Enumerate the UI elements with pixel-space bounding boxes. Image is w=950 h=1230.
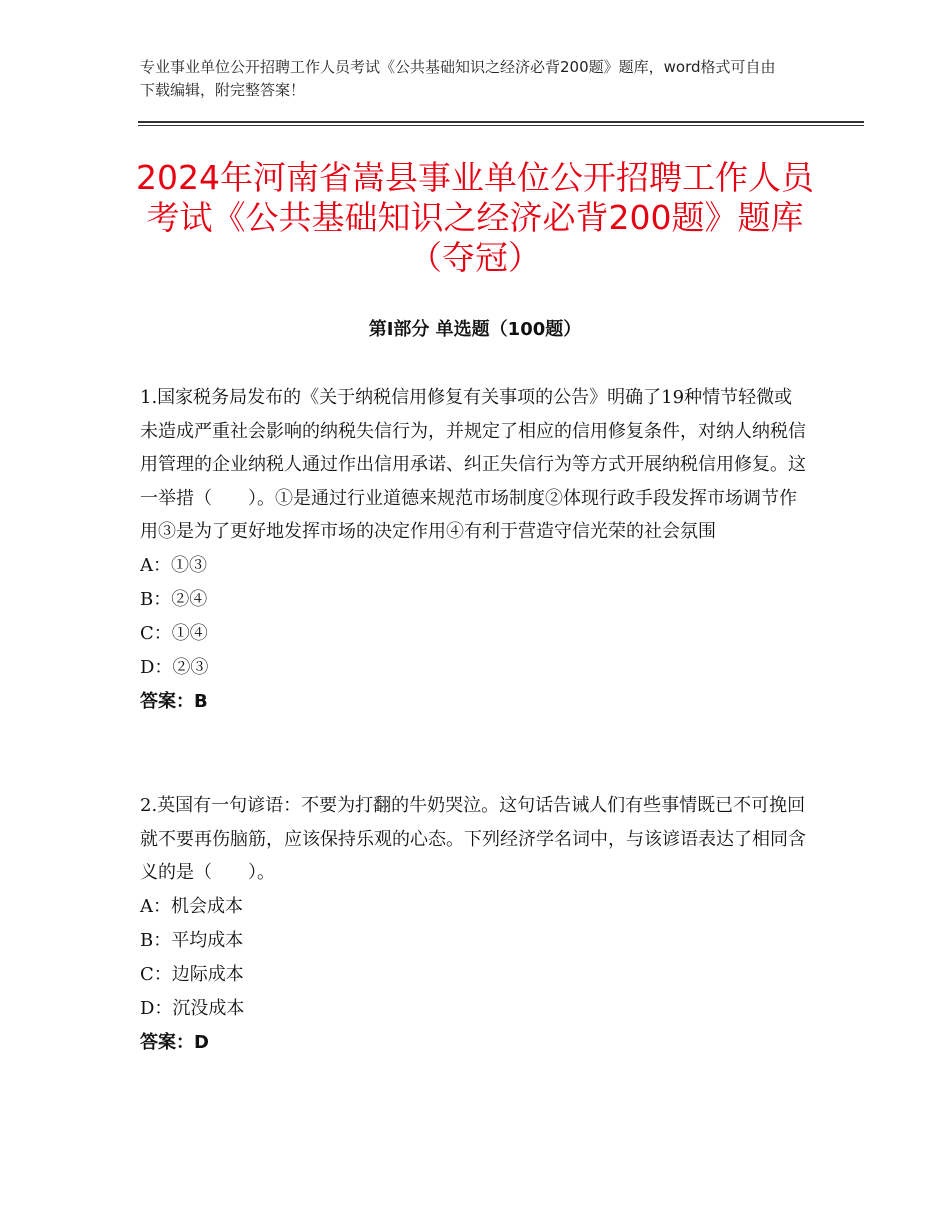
header-divider-thin — [138, 125, 864, 126]
option-c: C：边际成本 — [140, 963, 244, 985]
answer: 答案：B — [140, 690, 208, 712]
option-b: B：平均成本 — [140, 929, 244, 951]
section-title: 第Ⅰ部分 单选题（100题） — [368, 319, 582, 340]
question-stem: 2.英国有一句谚语：不要为打翻的牛奶哭泣。这句话告诫人们有些事情既已不可挽回就不要再伤脑筋，应该保持乐观的心态。下列经济学名词中，与该谚语表达了相同含义的是（ ）。 — [140, 795, 806, 883]
option-c: C：①④ — [140, 622, 208, 644]
option-a: A：机会成本 — [140, 895, 243, 917]
question-stem: 1.国家税务局发布的《关于纳税信用修复有关事项的公告》明确了19种情节轻微或未造成严重社会影响的纳税失信行为，并规定了相应的信用修复条件，对纳人纳税信用管理的企业纳税人通过作出信用承诺、纠正失信行为等方式开展纳税信用修复。这一举措（ ）。①是通过行业道德来规范市场制度②体现行政手段发挥市场调节作用③是为了更好地发挥市场的决定作用④有利于营造守信光荣的社会氛围 — [140, 387, 806, 542]
option-d: D：沉没成本 — [140, 997, 245, 1019]
option-b: B：②④ — [140, 588, 208, 610]
answer: 答案：D — [140, 1031, 209, 1053]
question-1 — [140, 381, 810, 719]
question-2 — [140, 789, 810, 1060]
header-divider-thick — [138, 121, 864, 123]
header-note: 专业事业单位公开招聘工作人员考试《公共基础知识之经济必背200题》题库，word格式可自由下载编辑，附完整答案！ — [140, 58, 776, 99]
option-a: A：①③ — [140, 554, 207, 576]
document-title: 2024年河南省嵩县事业单位公开招聘工作人员考试《公共基础知识之经济必背200题》题库（夺冠） — [136, 158, 814, 277]
option-d: D：②③ — [140, 656, 209, 678]
